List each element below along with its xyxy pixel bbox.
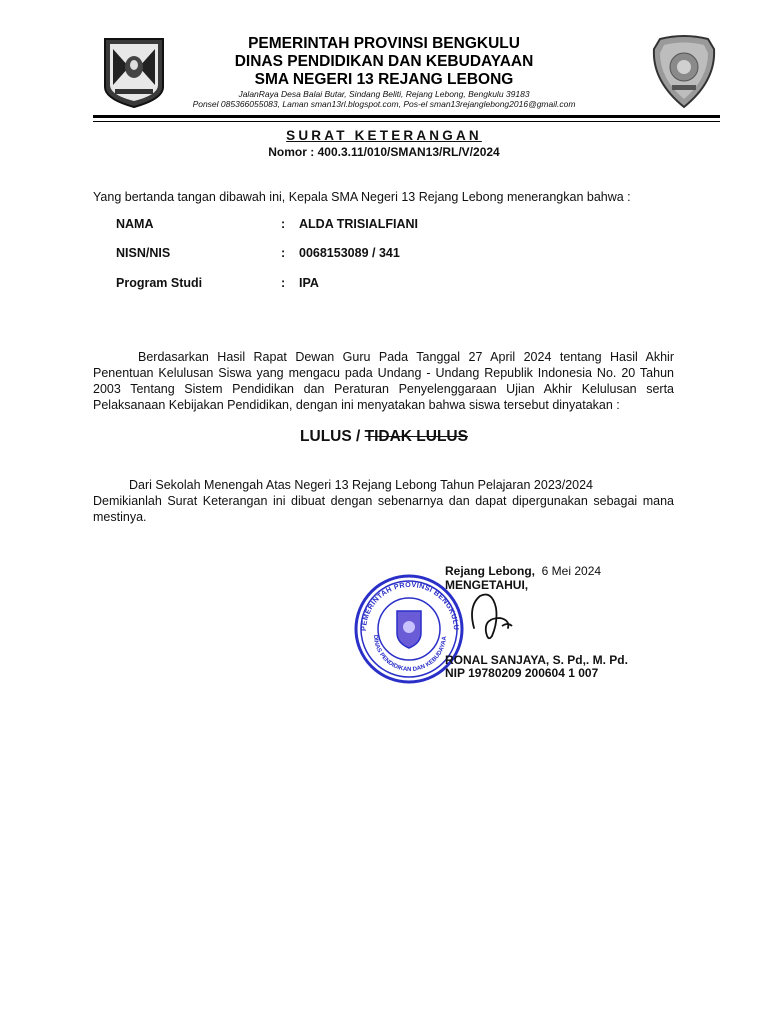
signature-acknowledged-label: MENGETAHUI, [445,578,529,592]
document-title: SURAT KETERANGAN [286,128,482,143]
field-colon-name: : [281,217,286,231]
field-label-program: Program Studi [116,276,203,290]
signatory-name [445,653,628,667]
signature-place: Rejang Lebong, [445,564,535,578]
field-value-name: ALDA TRISIALFIANI [299,217,418,231]
letterhead-rule-thick [93,115,720,118]
letterhead-government: PEMERINTAH PROVINSI BENGKULU [248,35,520,52]
graduation-result [0,428,768,446]
field-label-nisn: NISN/NIS [116,246,171,260]
field-value-nisn: 0068153089 / 341 [299,246,400,260]
signature-date: 6 Mei 2024 [541,564,602,578]
result-fail-struck: TIDAK LULUS [364,428,468,445]
stamp-outer-text: PEMERINTAH PROVINSI BENGKULU [358,579,462,632]
letterhead-rule-thin [93,121,720,122]
school-year-line: Dari Sekolah Menengah Atas Negeri 13 Rejang Lebong Tahun Pelajaran 2023/2024 [129,478,594,492]
intro-text: Yang bertanda tangan dibawah ini, Kepala SMA Negeri 13 Rejang Lebong menerangkan bahwa : [93,190,631,204]
stamp-inner-text: DINAS PENDIDIKAN DAN KEBUDAYAA [371,634,449,674]
closing-paragraph: Demikianlah Surat Keterangan ini dibuat dengan sebenarnya dan dapat dipergunakan sebagai mana mestinya. [93,494,674,524]
field-colon-program: : [281,276,286,290]
field-value-program: IPA [299,276,319,290]
letterhead-school: SMA NEGERI 13 REJANG LEBONG [254,71,514,88]
field-label-name: NAMA [116,217,154,231]
signatory-name-text: RONAL SANJAYA, S. Pd,. M. Pd. [445,653,628,667]
field-colon-nisn: : [281,246,286,260]
signatory-nip [445,666,598,680]
document-number: Nomor : 400.3.11/010/SMAN13/RL/V/2024 [268,145,500,159]
signatory-nip-text: NIP 19780209 200604 1 007 [445,666,599,680]
letterhead-contact: Ponsel 085366055083, Laman sman13rl.blogspot.com, Pos-el sman13rejanglebong2016@gmail.com [192,99,576,109]
body-paragraph: Berdasarkan Hasil Rapat Dewan Guru Pada Tanggal 27 April 2024 tentang Hasil Akhir Penentuan Kelulusan Siswa yang mengacu pada Undang - Undang Republik Indonesia No. 20 Tahun 2003 Tentang Sistem Pendidikan dan Peraturan Penyelenggaraan Ujian Akhir Kelulusan serta Pelaksanaan Kebijakan Pendidikan, dengan ini menyatakan bahwa siswa tersebut dinyatakan : [93,350,674,412]
handwritten-signature [464,588,524,648]
letterhead-department: DINAS PENDIDIKAN DAN KEBUDAYAAN [234,53,534,70]
signature-place-date [445,564,601,578]
letterhead-address: JalanRaya Desa Balai Butar, Sindang Beliti, Rejang Lebong, Bengkulu 39183 [238,89,530,99]
result-pass: LULUS / [300,428,365,445]
